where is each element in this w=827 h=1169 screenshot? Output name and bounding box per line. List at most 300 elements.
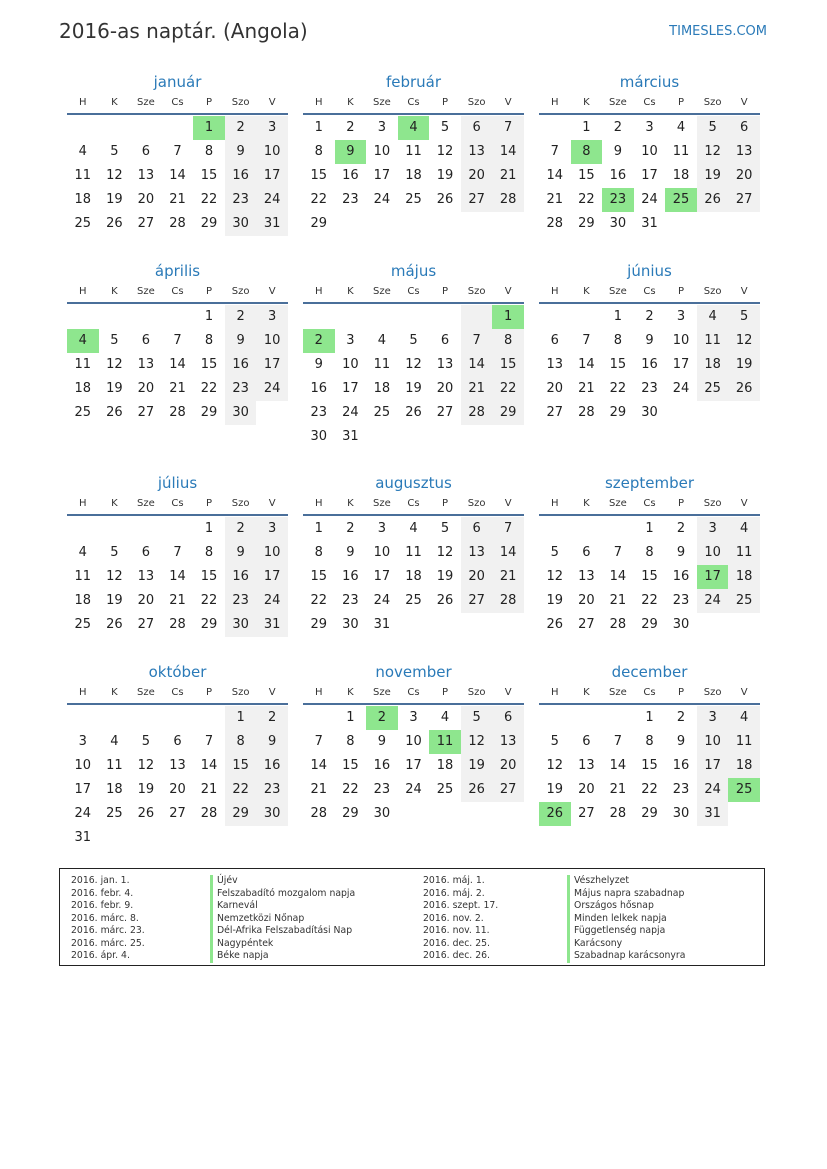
day-cell: 12 xyxy=(106,168,123,183)
day-cell: 8 xyxy=(314,144,323,159)
day-cell: 3 xyxy=(645,120,654,135)
day-cell: 7 xyxy=(492,116,524,140)
day-cell: 28 xyxy=(310,806,328,821)
day-cell: 14 xyxy=(169,357,186,372)
legend-date: 2016. jan. 1. xyxy=(71,875,130,886)
day-cell: 24 xyxy=(641,192,658,207)
day-cell: 9 xyxy=(676,545,686,560)
day-cell: 29 xyxy=(578,216,595,231)
weekday-label: Sze xyxy=(609,97,627,108)
day-cell: 27 xyxy=(728,188,760,212)
day-cell: 28 xyxy=(578,405,595,420)
day-cell: 2 xyxy=(225,517,257,541)
day-cell: 1 xyxy=(204,309,214,324)
weekday-label: H xyxy=(79,498,87,509)
day-cell: 10 xyxy=(256,541,288,565)
empty-cell xyxy=(728,613,760,637)
weekday-header xyxy=(67,494,288,516)
day-cell: 9 xyxy=(225,541,257,565)
day-cell: 25 xyxy=(697,377,729,401)
day-cell: 24 xyxy=(256,589,288,613)
weekday-label: Sze xyxy=(609,286,627,297)
day-grid xyxy=(539,706,760,826)
weekday-label: Szo xyxy=(231,498,250,509)
day-cell: 25 xyxy=(728,778,760,802)
day-cell: 16 xyxy=(609,168,627,183)
day-cell: 18 xyxy=(74,192,92,207)
day-cell: 25 xyxy=(373,405,391,420)
day-cell: 31 xyxy=(641,216,658,231)
empty-cell xyxy=(665,212,697,236)
day-cell: 2 xyxy=(225,116,257,140)
weekday-label: Szo xyxy=(703,498,722,509)
day-cell: 23 xyxy=(342,593,359,608)
empty-cell xyxy=(225,826,257,850)
day-cell: 22 xyxy=(200,192,218,207)
weekday-header xyxy=(303,93,524,115)
day-cell: 10 xyxy=(641,144,658,159)
weekday-label: Sze xyxy=(137,687,155,698)
day-cell: 10 xyxy=(256,140,288,164)
day-cell: 5 xyxy=(141,734,151,749)
day-grid xyxy=(67,517,288,637)
empty-cell xyxy=(429,613,461,637)
empty-cell xyxy=(539,116,571,140)
holiday-legend xyxy=(59,868,765,966)
weekday-header xyxy=(67,93,288,115)
day-cell: 12 xyxy=(546,758,564,773)
day-cell: 4 xyxy=(728,517,760,541)
day-cell: 11 xyxy=(74,168,92,183)
empty-cell xyxy=(99,116,131,140)
day-cell: 20 xyxy=(728,164,760,188)
day-cell: 20 xyxy=(492,754,524,778)
day-cell: 16 xyxy=(310,381,328,396)
day-cell: 13 xyxy=(578,758,595,773)
day-cell: 3 xyxy=(697,706,729,730)
day-grid xyxy=(539,116,760,236)
day-cell: 30 xyxy=(256,802,288,826)
day-grid xyxy=(303,517,524,637)
day-cell: 14 xyxy=(169,168,186,183)
weekday-label: V xyxy=(268,286,276,297)
day-cell: 26 xyxy=(436,192,454,207)
empty-cell xyxy=(728,802,760,826)
day-cell: 5 xyxy=(440,521,450,536)
day-cell: 30 xyxy=(225,212,257,236)
day-cell: 19 xyxy=(728,353,760,377)
day-cell: 7 xyxy=(582,333,591,348)
weekday-label: V xyxy=(504,687,512,698)
day-cell: 26 xyxy=(461,778,493,802)
weekday-label: H xyxy=(315,498,323,509)
day-cell: 28 xyxy=(492,188,524,212)
weekday-label: P xyxy=(678,286,685,297)
day-cell: 8 xyxy=(645,545,654,560)
day-cell: 14 xyxy=(169,569,186,584)
day-cell: 24 xyxy=(256,188,288,212)
weekday-label: Sze xyxy=(373,498,391,509)
month-name: szeptember xyxy=(604,474,695,492)
day-cell: 24 xyxy=(74,806,92,821)
legend-date: 2016. ápr. 4. xyxy=(71,950,130,961)
day-cell: 11 xyxy=(405,545,422,560)
day-cell: 16 xyxy=(641,357,658,372)
day-cell: 8 xyxy=(204,545,214,560)
day-cell: 23 xyxy=(373,782,391,797)
empty-cell xyxy=(130,706,162,730)
legend-dates-left xyxy=(71,875,145,963)
legend-holiday-name: Országos hősnap xyxy=(567,900,685,913)
empty-cell xyxy=(335,305,367,329)
day-cell: 25 xyxy=(74,617,92,632)
day-cell: 3 xyxy=(409,710,418,725)
day-cell: 11 xyxy=(672,144,690,159)
month-calendar xyxy=(67,71,288,236)
day-cell: 26 xyxy=(697,188,729,212)
day-cell: 2 xyxy=(676,710,686,725)
weekday-label: P xyxy=(678,97,685,108)
weekday-label: Cs xyxy=(171,286,184,297)
day-cell: 25 xyxy=(106,806,123,821)
day-cell: 23 xyxy=(602,188,634,212)
day-cell: 20 xyxy=(137,381,155,396)
weekday-label: P xyxy=(442,687,449,698)
day-cell: 9 xyxy=(613,144,623,159)
weekday-label: V xyxy=(740,286,748,297)
day-cell: 31 xyxy=(373,617,391,632)
empty-cell xyxy=(728,401,760,425)
weekday-label: V xyxy=(268,498,276,509)
day-cell: 18 xyxy=(672,168,690,183)
month-name: március xyxy=(619,73,680,91)
day-cell: 1 xyxy=(204,521,214,536)
day-grid xyxy=(67,706,288,850)
day-cell: 29 xyxy=(310,617,328,632)
day-cell: 20 xyxy=(461,164,493,188)
day-cell: 31 xyxy=(256,212,288,236)
day-cell: 13 xyxy=(169,758,186,773)
day-cell: 2 xyxy=(256,706,288,730)
weekday-label: P xyxy=(206,286,213,297)
day-cell: 10 xyxy=(74,758,92,773)
day-cell: 17 xyxy=(373,569,391,584)
day-cell: 30 xyxy=(310,429,328,444)
day-cell: 7 xyxy=(613,734,623,749)
day-grid xyxy=(539,305,760,425)
legend-date: 2016. nov. 11. xyxy=(423,925,490,936)
day-cell: 7 xyxy=(173,333,182,348)
day-cell: 19 xyxy=(546,782,564,797)
empty-cell xyxy=(67,305,99,329)
day-cell: 4 xyxy=(440,710,450,725)
day-cell: 17 xyxy=(373,168,391,183)
legend-date: 2016. dec. 25. xyxy=(423,937,490,949)
day-cell: 28 xyxy=(169,617,186,632)
weekday-header xyxy=(539,494,760,516)
day-cell: 7 xyxy=(173,545,182,560)
day-cell: 15 xyxy=(641,758,658,773)
empty-cell xyxy=(335,212,367,236)
weekday-header xyxy=(303,282,524,304)
day-cell: 3 xyxy=(697,517,729,541)
day-cell: 26 xyxy=(106,216,123,231)
day-cell: 5 xyxy=(461,706,493,730)
empty-cell xyxy=(130,305,162,329)
day-cell: 28 xyxy=(461,401,493,425)
day-cell: 1 xyxy=(613,309,623,324)
month-name: július xyxy=(157,474,198,492)
empty-cell xyxy=(665,401,697,425)
day-cell: 14 xyxy=(492,140,524,164)
day-cell: 20 xyxy=(169,782,186,797)
day-cell: 14 xyxy=(578,357,595,372)
day-cell: 24 xyxy=(373,593,391,608)
empty-cell xyxy=(162,305,194,329)
day-cell: 6 xyxy=(461,116,493,140)
month-calendar xyxy=(303,71,524,236)
day-cell: 15 xyxy=(225,754,257,778)
day-cell: 8 xyxy=(204,144,214,159)
empty-cell xyxy=(99,305,131,329)
day-cell: 13 xyxy=(578,569,595,584)
day-cell: 22 xyxy=(342,782,359,797)
day-cell: 27 xyxy=(461,188,493,212)
weekday-header xyxy=(539,683,760,705)
weekday-label: P xyxy=(442,498,449,509)
brand-link[interactable]: TIMESLES.COM xyxy=(669,24,767,39)
day-cell: 27 xyxy=(578,806,595,821)
day-cell: 15 xyxy=(200,168,218,183)
weekday-label: Cs xyxy=(643,498,656,509)
day-cell: 26 xyxy=(539,802,571,826)
empty-cell xyxy=(67,706,99,730)
day-cell: 18 xyxy=(373,381,391,396)
day-cell: 3 xyxy=(256,517,288,541)
day-cell: 7 xyxy=(492,517,524,541)
day-cell: 21 xyxy=(310,782,328,797)
legend-holiday-name: Dél-Afrika Felszabadítási Nap xyxy=(210,925,355,938)
legend-date: 2016. febr. 4. xyxy=(71,887,134,899)
day-cell: 23 xyxy=(672,593,690,608)
empty-cell xyxy=(99,706,131,730)
empty-cell xyxy=(697,212,729,236)
month-calendar xyxy=(67,260,288,425)
month-calendar xyxy=(539,472,760,637)
month-name: április xyxy=(154,262,201,280)
day-cell: 6 xyxy=(492,706,524,730)
weekday-label: K xyxy=(583,498,590,509)
weekday-label: H xyxy=(79,687,87,698)
empty-cell xyxy=(571,517,603,541)
day-cell: 28 xyxy=(200,806,218,821)
day-cell: 9 xyxy=(676,734,686,749)
day-cell: 10 xyxy=(256,329,288,353)
day-cell: 4 xyxy=(409,521,418,536)
empty-cell xyxy=(571,706,603,730)
month-name: május xyxy=(390,262,437,280)
weekday-label: K xyxy=(583,97,590,108)
day-cell: 14 xyxy=(609,758,627,773)
day-cell: 12 xyxy=(137,758,155,773)
day-cell: 11 xyxy=(728,541,760,565)
day-cell: 12 xyxy=(546,569,564,584)
weekday-label: Szo xyxy=(231,97,250,108)
day-cell: 21 xyxy=(169,593,186,608)
weekday-label: H xyxy=(315,687,323,698)
day-cell: 21 xyxy=(461,377,493,401)
empty-cell xyxy=(193,706,225,730)
day-cell: 2 xyxy=(613,120,623,135)
month-calendar xyxy=(67,661,288,850)
legend-holiday-name: Vészhelyzet xyxy=(567,875,685,888)
weekday-label: H xyxy=(551,687,559,698)
day-cell: 16 xyxy=(225,565,257,589)
empty-cell xyxy=(429,802,461,826)
month-name: augusztus xyxy=(375,474,452,492)
day-cell: 13 xyxy=(137,357,155,372)
day-cell: 6 xyxy=(440,333,450,348)
day-cell: 10 xyxy=(697,730,729,754)
day-cell: 21 xyxy=(609,782,627,797)
day-cell: 6 xyxy=(141,545,151,560)
weekday-header xyxy=(67,282,288,304)
day-cell: 16 xyxy=(225,164,257,188)
day-cell: 12 xyxy=(106,357,123,372)
day-cell: 13 xyxy=(461,541,493,565)
weekday-label: V xyxy=(268,97,276,108)
day-cell: 26 xyxy=(405,405,422,420)
day-cell: 29 xyxy=(200,617,218,632)
month-calendar xyxy=(67,472,288,637)
day-cell: 26 xyxy=(106,405,123,420)
day-cell: 30 xyxy=(342,617,359,632)
empty-cell xyxy=(602,517,634,541)
empty-cell xyxy=(130,826,162,850)
day-cell: 3 xyxy=(78,734,87,749)
day-cell: 11 xyxy=(728,730,760,754)
day-cell: 24 xyxy=(256,377,288,401)
day-cell: 13 xyxy=(728,140,760,164)
day-cell: 16 xyxy=(672,569,690,584)
day-cell: 2 xyxy=(346,120,355,135)
weekday-label: H xyxy=(315,286,323,297)
weekday-label: Szo xyxy=(703,97,722,108)
day-cell: 28 xyxy=(609,806,627,821)
day-cell: 11 xyxy=(106,758,123,773)
day-cell: 17 xyxy=(74,782,92,797)
empty-cell xyxy=(461,802,493,826)
weekday-label: Cs xyxy=(643,687,656,698)
day-cell: 29 xyxy=(492,401,524,425)
empty-cell xyxy=(193,826,225,850)
empty-cell xyxy=(492,425,524,449)
day-cell: 31 xyxy=(342,429,359,444)
month-name: december xyxy=(611,663,688,681)
day-cell: 20 xyxy=(436,381,454,396)
day-cell: 19 xyxy=(405,381,422,396)
day-cell: 2 xyxy=(366,706,398,730)
day-cell: 19 xyxy=(106,593,123,608)
weekday-label: Szo xyxy=(467,687,486,698)
day-cell: 17 xyxy=(641,168,658,183)
empty-cell xyxy=(492,802,524,826)
day-cell: 8 xyxy=(346,734,355,749)
empty-cell xyxy=(67,517,99,541)
day-cell: 23 xyxy=(256,778,288,802)
day-cell: 19 xyxy=(436,569,454,584)
day-cell: 9 xyxy=(225,329,257,353)
day-cell: 22 xyxy=(225,778,257,802)
day-cell: 21 xyxy=(169,381,186,396)
legend-date: 2016. márc. 8. xyxy=(71,912,139,924)
day-cell: 22 xyxy=(310,593,328,608)
day-cell: 1 xyxy=(314,521,323,536)
weekday-label: H xyxy=(551,498,559,509)
weekday-label: Szo xyxy=(467,286,486,297)
weekday-label: Cs xyxy=(407,498,420,509)
day-cell: 5 xyxy=(440,120,450,135)
day-cell: 11 xyxy=(697,329,729,353)
day-cell: 3 xyxy=(346,333,355,348)
weekday-label: Szo xyxy=(467,498,486,509)
day-cell: 31 xyxy=(697,802,729,826)
day-cell: 30 xyxy=(373,806,391,821)
day-cell: 17 xyxy=(256,565,288,589)
day-cell: 31 xyxy=(74,830,92,845)
day-cell: 22 xyxy=(310,192,328,207)
day-grid xyxy=(303,305,524,449)
day-cell: 15 xyxy=(609,357,627,372)
day-cell: 9 xyxy=(314,357,323,372)
empty-cell xyxy=(256,401,288,425)
weekday-label: Szo xyxy=(703,286,722,297)
day-cell: 19 xyxy=(461,754,493,778)
empty-cell xyxy=(398,305,430,329)
day-cell: 21 xyxy=(546,192,564,207)
day-cell: 4 xyxy=(676,120,686,135)
weekday-header xyxy=(539,282,760,304)
day-cell: 29 xyxy=(200,405,218,420)
day-cell: 6 xyxy=(582,545,591,560)
empty-cell xyxy=(461,212,493,236)
empty-cell xyxy=(366,212,398,236)
day-cell: 15 xyxy=(641,569,658,584)
empty-cell xyxy=(728,212,760,236)
day-cell: 24 xyxy=(405,782,422,797)
day-cell: 30 xyxy=(641,405,658,420)
day-cell: 4 xyxy=(697,305,729,329)
weekday-label: H xyxy=(551,97,559,108)
weekday-label: K xyxy=(111,286,118,297)
empty-cell xyxy=(162,517,194,541)
day-cell: 27 xyxy=(137,405,155,420)
day-grid xyxy=(303,706,524,826)
day-cell: 20 xyxy=(461,565,493,589)
empty-cell xyxy=(602,706,634,730)
day-cell: 15 xyxy=(200,569,218,584)
day-cell: 31 xyxy=(256,613,288,637)
day-cell: 7 xyxy=(461,329,493,353)
day-cell: 4 xyxy=(728,706,760,730)
day-cell: 12 xyxy=(106,569,123,584)
day-cell: 8 xyxy=(571,140,603,164)
weekday-label: Sze xyxy=(373,97,391,108)
weekday-label: K xyxy=(583,687,590,698)
day-cell: 11 xyxy=(74,357,92,372)
weekday-header xyxy=(67,683,288,705)
day-cell: 15 xyxy=(200,357,218,372)
